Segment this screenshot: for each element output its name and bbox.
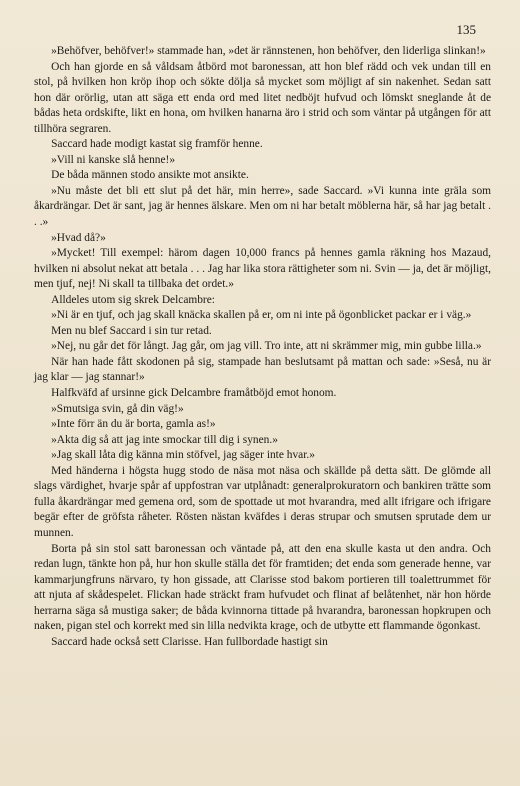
paragraph: Borta på sin stol satt baronessan och väntade på, att den ena skulle kasta ut den andra. Och redan lugn, tänkte hon på, hur hon skulle ställa det för framtiden; det enda som generade henne, var kammarjungfruns närvaro, ty hon gissade, att Clarisse stod bakom portieren till toalettrummet för att njuta af skådespelet. Flickan hade sträckt fram hufvudet och flinat af belåtenhet, när hon hörde herrarna säga så mustiga saker; de båda kvinnorna tittade på hvarandra, baronessan hopkrupen och naken, pigan stel och korrekt med sin lilla nedvikta krage, och de utbytte ett flammande ögonkast.	[34, 542, 491, 633]
paragraph: »Akta dig så att jag inte smockar till dig i synen.»	[51, 433, 278, 446]
paragraph: »Nu måste det bli ett slut på det här, min herre», sade Saccard. »Vi kunna inte gräla som åkardrängar. Det är sant, jag är hennes älskare. Men om ni har betalt möblerna här, så har jag betalt . . .»	[34, 184, 491, 229]
paragraph: Halfkväfd af ursinne gick Delcambre framåtböjd emot honom.	[51, 387, 337, 400]
page-number: 135	[456, 22, 476, 37]
paragraph: »Behöfver, behöfver!» stammade han, »det är rännstenen, hon behöfver, den liderliga slinkan!»	[51, 45, 486, 57]
paragraph: »Smutsiga svin, gå din väg!»	[51, 402, 184, 415]
paragraph: Alldeles utom sig skrek Delcambre:	[51, 293, 215, 306]
paragraph: Saccard hade också sett Clarisse. Han fullbordade hastigt sin	[51, 635, 328, 648]
body-text	[34, 44, 491, 650]
paragraph: »Ni är en tjuf, och jag skall knäcka skallen på er, om ni inte på ögonblicket packar er i väg.»	[51, 309, 472, 322]
paragraph: »Hvad då?»	[51, 231, 106, 244]
paragraph: Saccard hade modigt kastat sig framför henne.	[51, 138, 263, 151]
paragraph: De båda männen stodo ansikte mot ansikte.	[51, 169, 249, 182]
paragraph: Men nu blef Saccard i sin tur retad.	[51, 324, 212, 337]
paragraph: »Inte förr än du är borta, gamla as!»	[51, 418, 216, 431]
paragraph: Och han gjorde en så våldsam åtbörd mot baronessan, att hon blef rädd och vek undan till en stol, på hvilken hon kröp ihop och sökte dölja så mycket som möjligt af sin nakenhet. Sedan satt hon där orörlig, utan att säga ett enda ord med litet nedböjt hufvud och lömskt sneglande åt de bådas heta ordskifte, likt en hona, om hvilken hanarna äro i strid och som väntar på utgången för att tillhöra segraren.	[34, 60, 491, 135]
paragraph: »Vill ni kanske slå henne!»	[51, 153, 176, 166]
paragraph: »Jag skall låta dig känna min stöfvel, jag säger inte hvar.»	[51, 449, 315, 462]
paragraph: »Mycket! Till exempel: härom dagen 10,000 francs på hennes gamla räkning hos Mazaud, hvilken ni absolut nekat att betala . . . Jag har lika stora rättigheter som ni. Svin — ja, det är möjligt, men tjuf, nej! Ni skall ta tillbaka det ordet.»	[34, 247, 491, 291]
paragraph: Med händerna i högsta hugg stodo de näsa mot näsa och skällde på detta sätt. De glömde all slags värdighet, hvarje spår af uppfostran var utplånadt: generalprokuratorn och bankiren trätte som fulla åkardrängar med gemena ord, som de spottade ut mot hvarandra, med allt ifrigare och ifrigare begär efter de gröfsta råheter. Rösten nästan kväfdes i deras strupar och smutsen sprutade dem ur munnen.	[34, 464, 491, 539]
paragraph: När han hade fått skodonen på sig, stampade han beslutsamt på mattan och sade: »Seså, nu är jag klar — jag stannar!»	[34, 355, 491, 384]
paragraph: »Nej, nu går det för långt. Jag går, om jag vill. Tro inte, att ni skrämmer mig, min gubbe lilla.»	[51, 340, 482, 353]
